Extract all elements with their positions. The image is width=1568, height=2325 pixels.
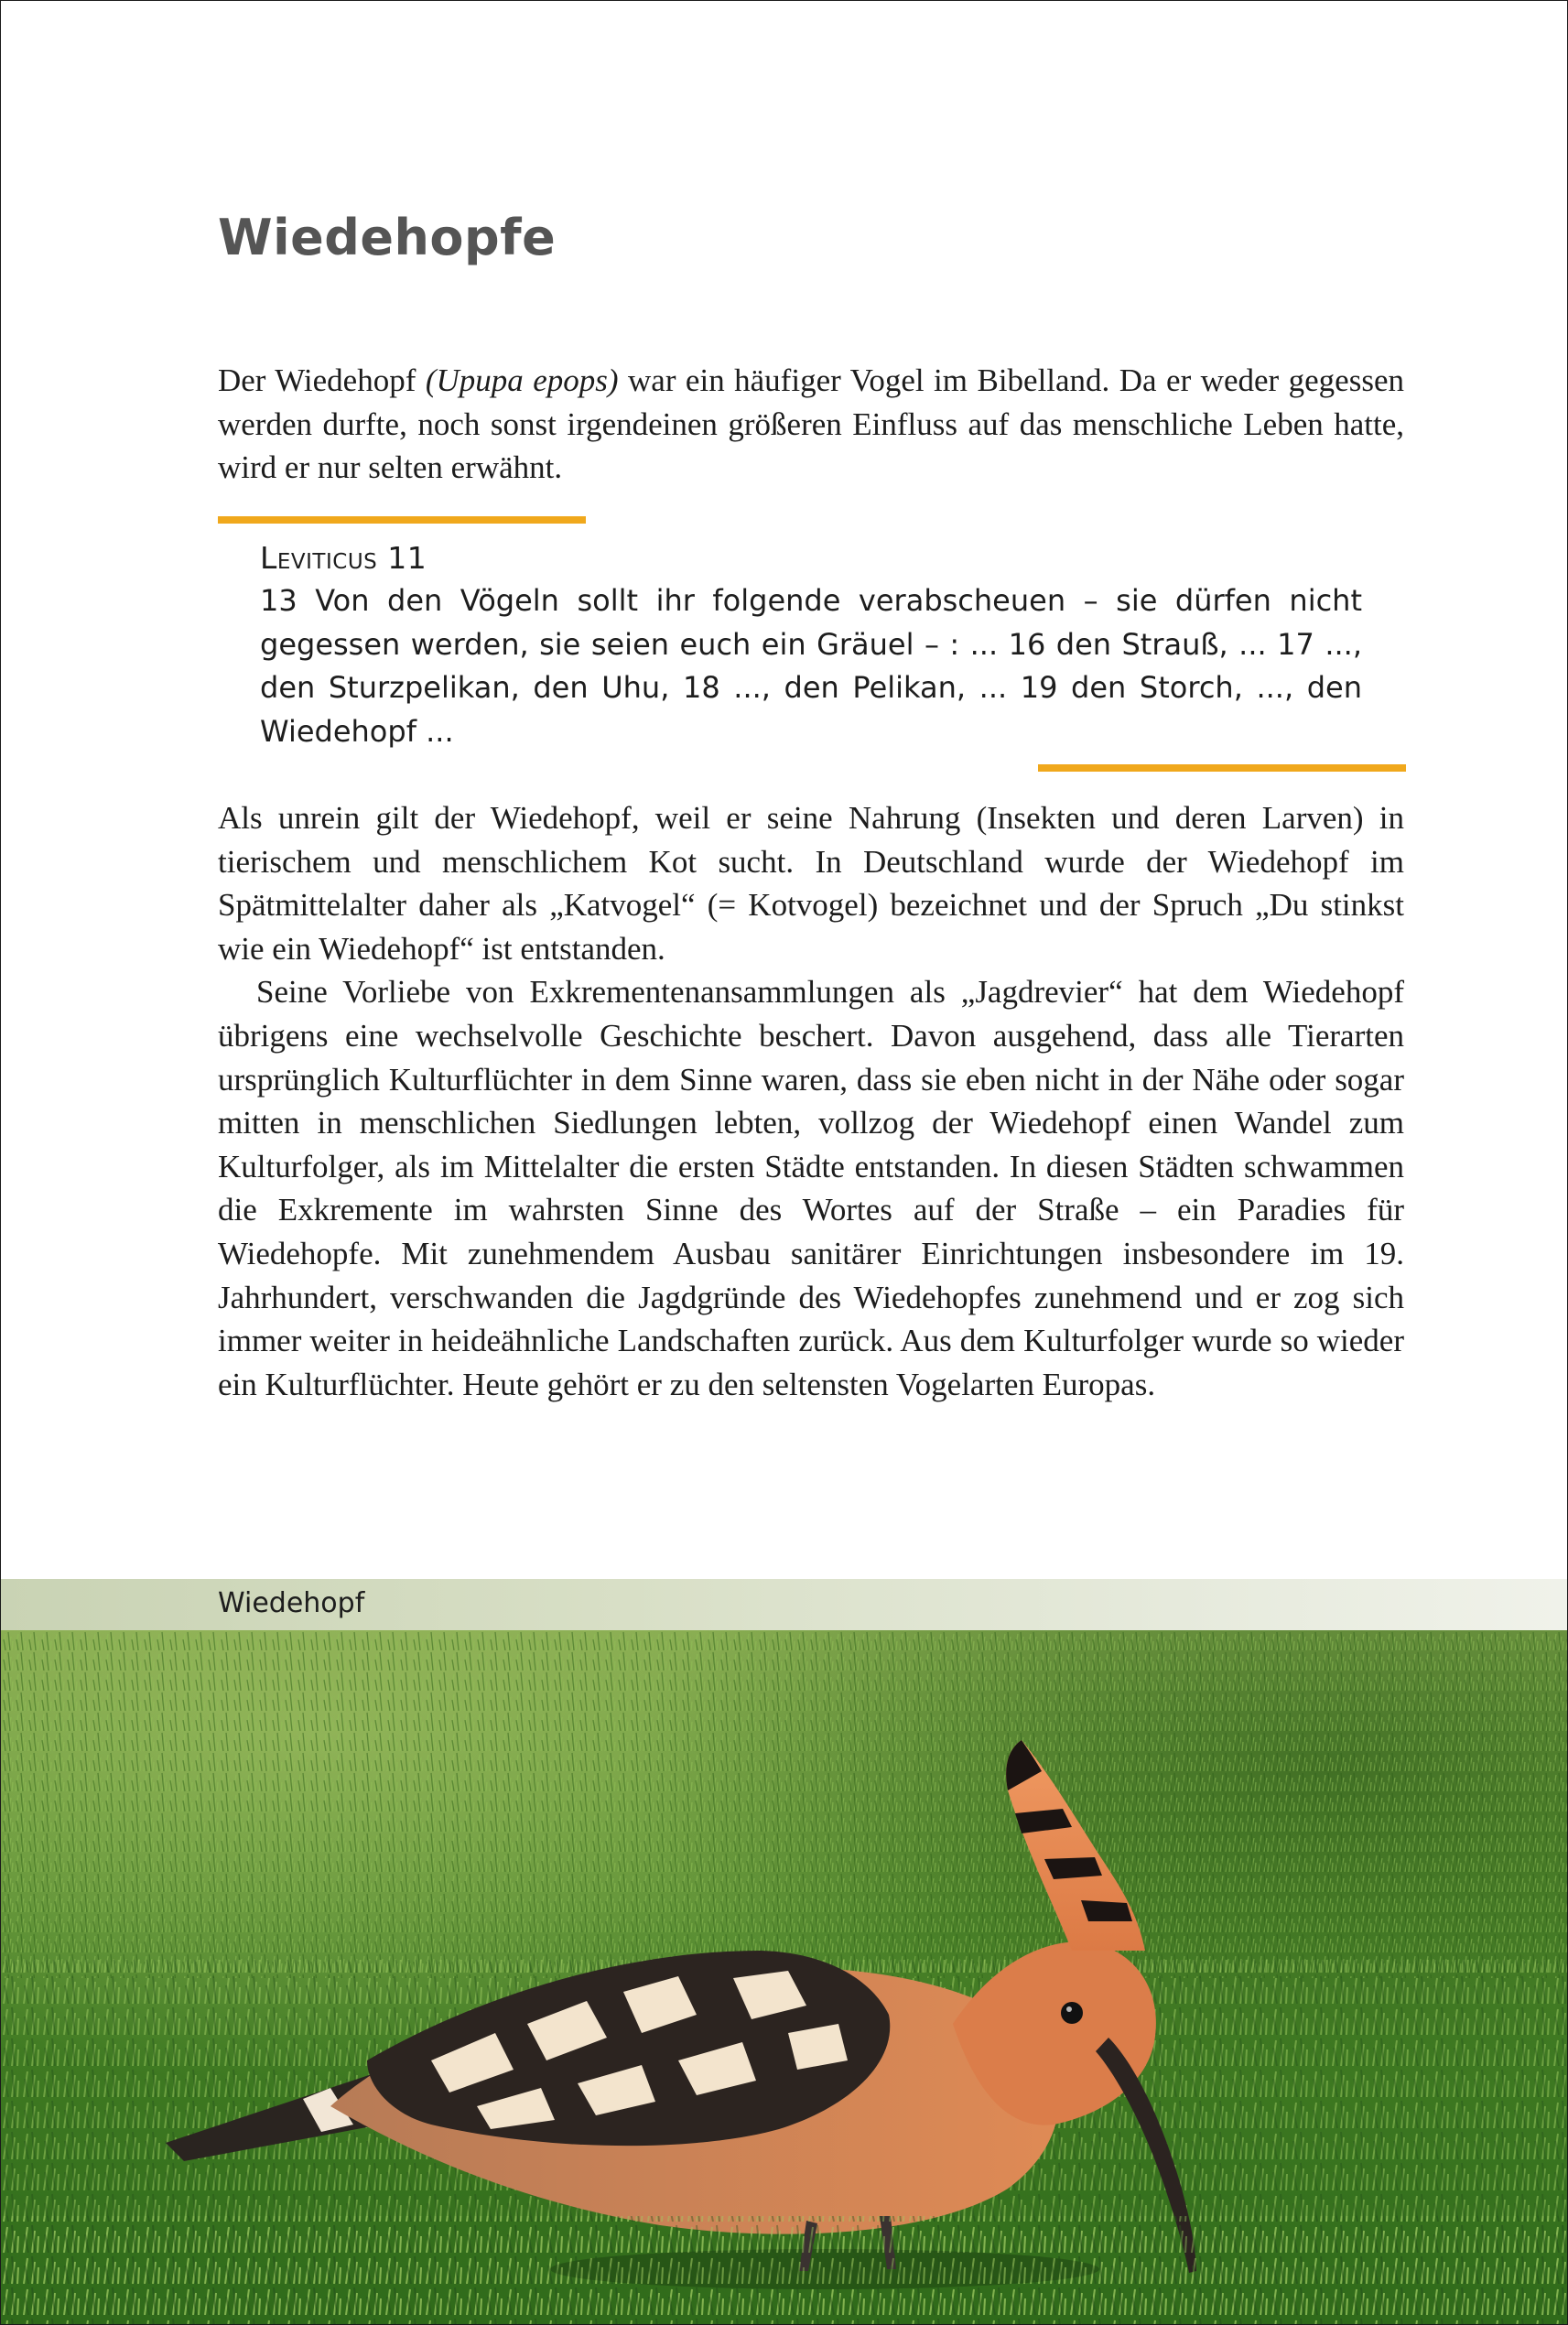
quote-rule-top bbox=[218, 516, 586, 524]
paragraph-2: Seine Vorliebe von Exkrementenansammlungen als „Jagdrevier“ hat dem Wiedehopf übrigens eine wechselvolle Geschichte beschert. Davon ausgehend, dass alle Tierarten ursprünglich Kulturflüchter in dem Sinne waren, dass sie eben nicht in der Nähe oder sogar mitten in menschlichen Siedlungen lebten, vollzog der Wiedehopf einen Wandel zum Kulturfolger, als im Mittelalter die ersten Städte entstanden. In diesen Städten schwammen die Exkremente im wahrsten Sinne des Wortes auf der Straße – ein Paradies für Wiedehopfe. Mit zunehmendem Ausbau sanitärer Einrichtungen insbesondere im 19. Jahrhundert, verschwanden die Jagdgründe des Wiedehopfes zunehmend und er zog sich immer weiter in heideähnliche Landschaften zurück. Aus dem Kulturfolger wurde so wieder ein Kulturflüchter. Heute gehört er zu den seltensten Vogelarten Europas. bbox=[218, 974, 1404, 1402]
quote-rule-bottom bbox=[1038, 764, 1406, 772]
photo-caption: Wiedehopf bbox=[218, 1587, 365, 1619]
paragraph-1: Als unrein gilt der Wiedehopf, weil er seine Nahrung (Insekten und deren Larven) in tierischem und menschlichem Kot sucht. In Deutschland wurde der Wiedehopf im Spätmittelalter daher als „Katvogel“ (= Kotvogel) bezeichnet und der Spruch „Du stinkst wie ein Wiedehopf“ ist entstanden. bbox=[218, 800, 1404, 967]
hoopoe-photo bbox=[1, 1630, 1567, 2324]
bible-quote bbox=[260, 537, 1362, 753]
quote-text: 13 Von den Vögeln sollt ihr folgende verabscheuen – sie dürfen nicht gegessen werden, sie seien euch ein Gräuel – : ... 16 den Strauß, ... 17 ..., den Sturzpelikan, den Uhu, 18 ..., den Pelikan, ... 19 den Storch, ..., den Wiedehopf ... bbox=[260, 583, 1362, 749]
intro-paragraph bbox=[218, 359, 1404, 490]
intro-text-end: war ein häufiger Vogel im Bibelland. Da er weder gegessen werden durfte, noch sonst irgendeinen größeren Einfluss auf das menschliche Leben hatte, wird er nur selten erwähnt. bbox=[218, 362, 1404, 486]
latin-name: (Upupa epops) bbox=[425, 362, 619, 398]
quote-reference: Leviticus 11 bbox=[260, 540, 427, 576]
intro-text-start: Der Wiedehopf bbox=[218, 362, 426, 398]
main-text bbox=[218, 796, 1404, 1406]
page-title: Wiedehopfe bbox=[218, 209, 557, 266]
